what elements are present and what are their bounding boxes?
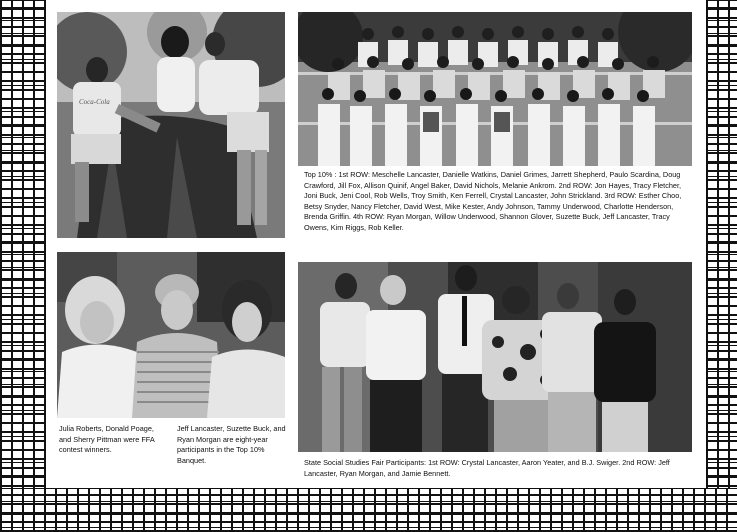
photo-social-studies-fair bbox=[298, 262, 692, 452]
caption-banquet: Jeff Lancaster, Suzette Buck, and Ryan Morgan are eight-year participants in the Top 10% Banquet. bbox=[177, 424, 286, 465]
left-border-pattern bbox=[0, 0, 46, 532]
bottom-border-pattern bbox=[0, 488, 737, 532]
caption-social-studies: State Social Studies Fair Participants: 1st ROW: Crystal Lancaster, Aaron Yeater, and B.J. Swiger. 2nd ROW: Jeff Lancaster, Ryan Morgan, and Jamie Bennett. bbox=[304, 458, 670, 478]
photo-ffa-winners bbox=[57, 252, 285, 418]
caption-ffa-winners: Julia Roberts, Donald Poage, and Sherry Pittman were FFA contest winners. bbox=[59, 424, 155, 454]
right-border-pattern bbox=[706, 0, 737, 532]
photo-top-ten-group bbox=[298, 12, 692, 166]
yearbook-page bbox=[46, 0, 706, 488]
shirt-logo-text: Coca-Cola bbox=[79, 98, 110, 106]
photo-stump-group bbox=[57, 12, 285, 238]
caption-top-ten: Top 10% : 1st ROW: Meschelle Lancaster, Danielle Watkins, Daniel Grimes, Jarrett Shepherd, Paulo Scardina, Doug Crawford, Jill Fox, Allison Quinif, Angel Baker, David Nichols, Melanie Ankrom. 2nd ROW: Jon Hayes, Tracy Fletcher, Joni Buck, Jeni Cool, Rob Wells, Troy Smith, Ken Ferrell, Crystal Lancaster, John Strickland. 3rd ROW: Esther Choo, Betsy Snyder, Nancy Fletcher, David West, Mike Kester, Andy Johnson, Tammy Underwood, Charlotte Henderson, Brenda Griffin. 4th ROW: Ryan Morgan, Willow Underwood, Shannon Glover, Suzette Buck, Jeff Lancaster, Tracy Owens, Kim Riggs, Rob Keller. bbox=[304, 170, 682, 232]
